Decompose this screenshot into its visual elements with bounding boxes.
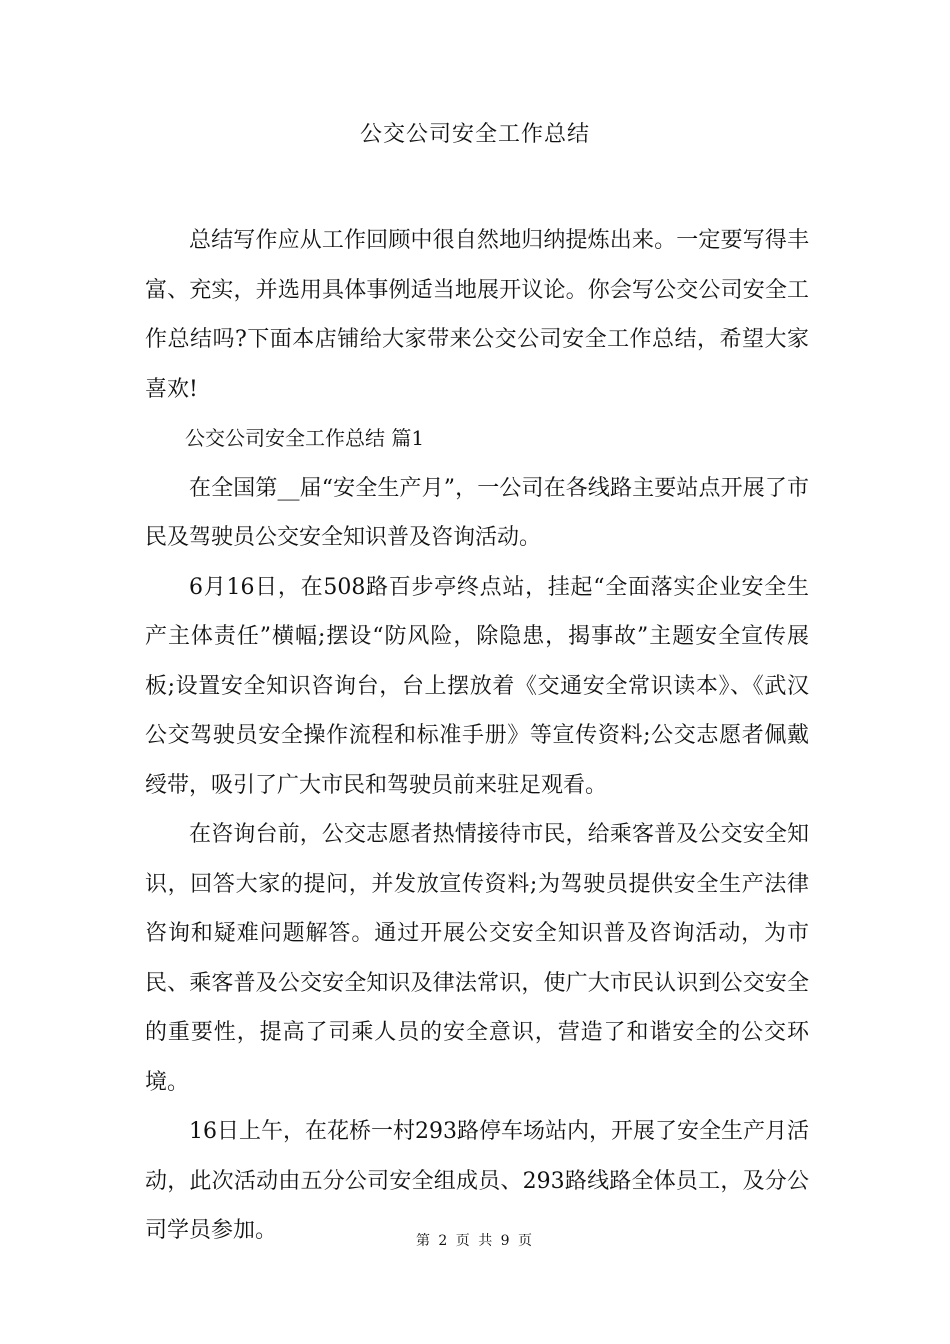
page-number-footer: 第 2 页 共 9 页 — [415, 1233, 535, 1249]
body-paragraph: 6月16日，在508路百步亭终点站，挂起“全面落实企业安全生产主体责任”横幅;摆设“防风险，除隐患，揭事故”主题安全宣传展板;设置安全知识咨询台，台上摆放着《交通安全常识读本》、《武汉公交驾驶员安全操作流程和标准手册》等宣传资料;公交志愿者佩戴绶带，吸引了广大市民和驾驶员前来驻足观看。 — [145, 574, 809, 798]
body-paragraph: 在全国第__届“安全生产月”，一公司在各线路主要站点开展了市民及驾驶员公交安全知识普及咨询活动。 — [145, 475, 809, 550]
document-body — [145, 216, 809, 1256]
body-paragraph: 在咨询台前，公交志愿者热情接待市民，给乘客普及公交安全知识，回答大家的提问，并发放宣传资料;为驾驶员提供安全生产法律咨询和疑难问题解答。通过开展公交安全知识普及咨询活动，为市民、乘客普及公交安全知识及律法常识，使广大市民认识到公交安全的重要性，提高了司乘人员的安全意识，营造了和谐安全的公交环境。 — [145, 822, 809, 1095]
body-paragraph: 16日上午，在花桥一村293路停车场站内，开展了安全生产月活动，此次活动由五分公司安全组成员、293路线路全体员工，及分公司学员参加。 — [145, 1119, 809, 1243]
document-title: 公交公司安全工作总结 — [359, 122, 590, 147]
intro-paragraph: 总结写作应从工作回顾中很自然地归纳提炼出来。一定要写得丰富、充实，并选用具体事例适当地展开议论。你会写公交公司安全工作总结吗?下面本店铺给大家带来公交公司安全工作总结，希望大家喜欢! — [145, 228, 809, 402]
section-heading: 公交公司安全工作总结 篇1 — [185, 426, 425, 450]
